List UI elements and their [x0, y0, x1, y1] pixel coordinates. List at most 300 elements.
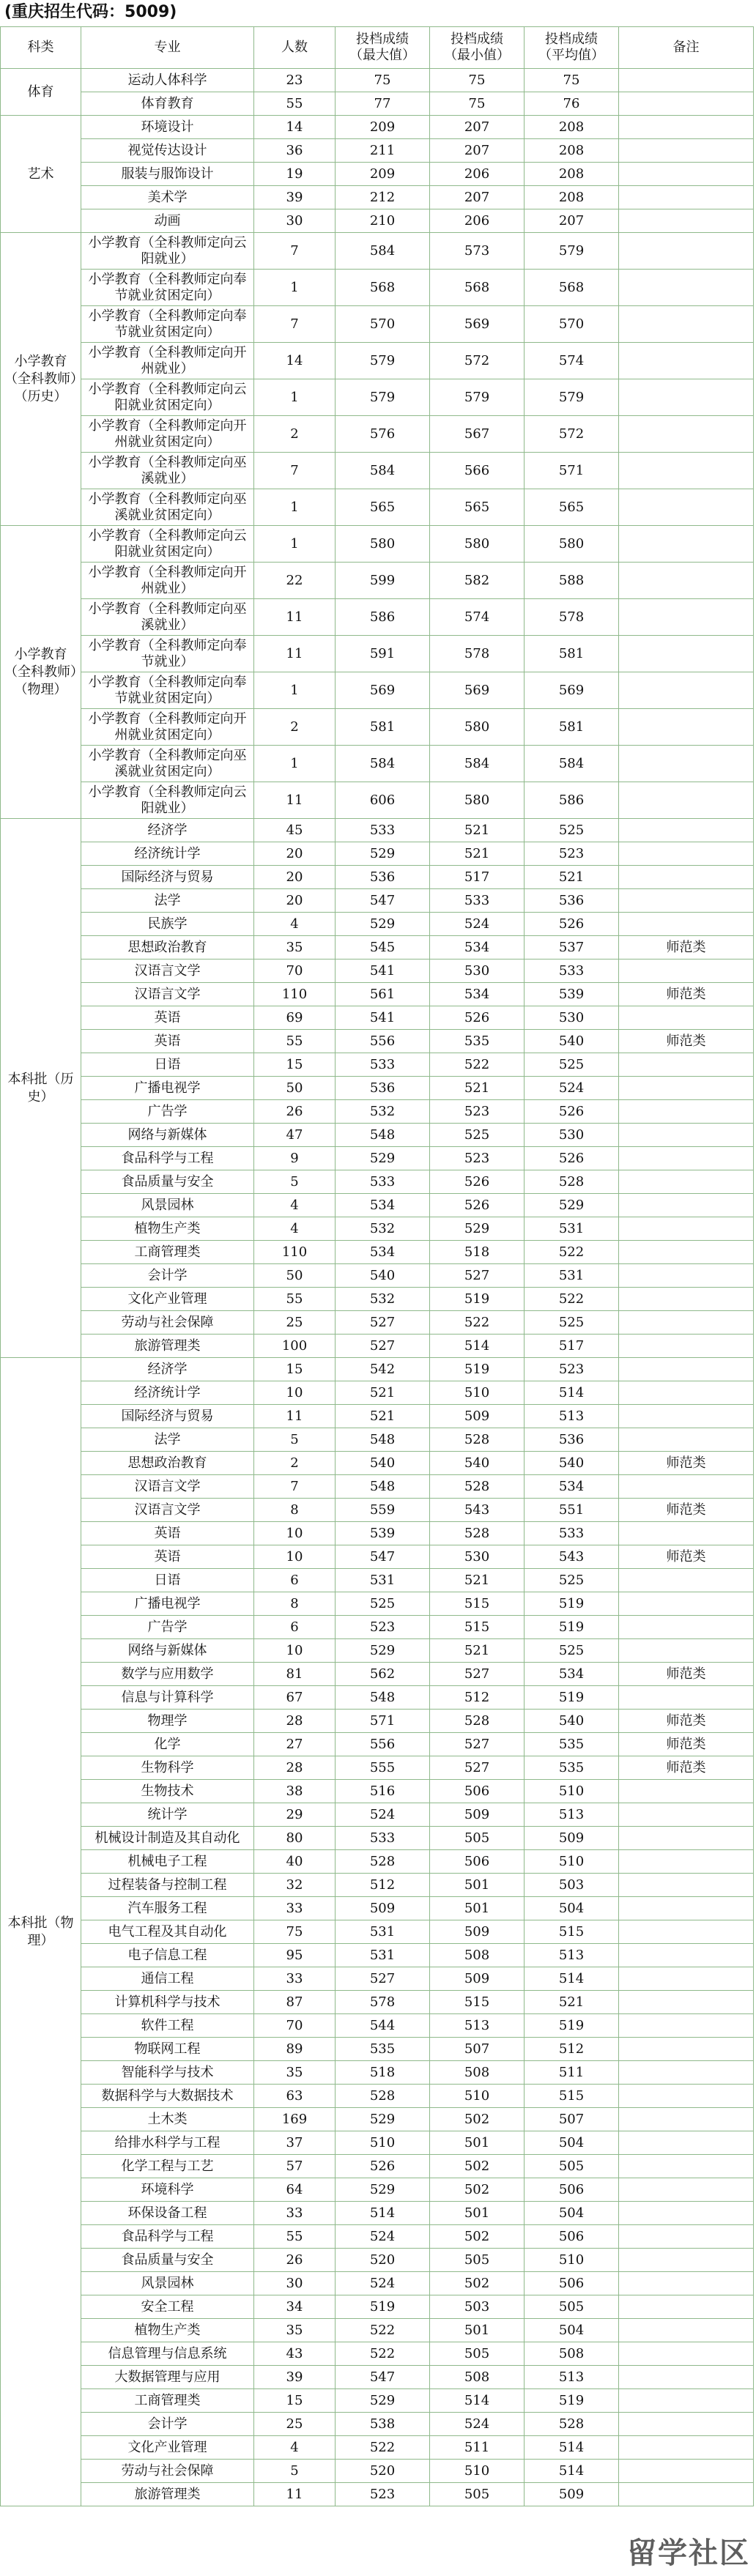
min-score-cell: 506 — [430, 1850, 525, 1874]
table-row — [1, 1827, 754, 1850]
remark-cell — [619, 1381, 754, 1405]
avg-score-cell: 509 — [525, 1827, 619, 1850]
min-score-cell: 505 — [430, 2483, 525, 2506]
min-score-cell: 527 — [430, 1733, 525, 1756]
count-cell: 32 — [254, 1874, 336, 1897]
min-score-cell: 578 — [430, 636, 525, 672]
table-row — [1, 1616, 754, 1639]
table-row — [1, 913, 754, 936]
count-cell: 50 — [254, 1077, 336, 1100]
min-score-cell: 75 — [430, 92, 525, 116]
remark-cell — [619, 379, 754, 416]
table-row — [1, 2295, 754, 2319]
min-score-cell: 512 — [430, 1686, 525, 1710]
major-cell: 会计学 — [81, 1264, 254, 1288]
min-score-cell: 580 — [430, 709, 525, 746]
count-cell: 39 — [254, 2366, 336, 2389]
max-score-cell: 538 — [336, 2413, 430, 2436]
remark-cell — [619, 343, 754, 379]
max-score-cell: 532 — [336, 1288, 430, 1311]
count-cell: 22 — [254, 563, 336, 599]
major-cell: 小学教育（全科教师定向奉节就业贫困定向） — [81, 306, 254, 343]
major-cell: 小学教育（全科教师定向奉节就业） — [81, 636, 254, 672]
count-cell: 28 — [254, 1756, 336, 1780]
max-score-cell: 522 — [336, 2436, 430, 2460]
count-cell: 70 — [254, 959, 336, 983]
major-cell: 信息与计算科学 — [81, 1686, 254, 1710]
table-row — [1, 2483, 754, 2506]
remark-cell: 师范类 — [619, 1710, 754, 1733]
table-row — [1, 233, 754, 270]
avg-score-cell: 513 — [525, 1803, 619, 1827]
major-cell: 法学 — [81, 1428, 254, 1452]
min-score-cell: 206 — [430, 163, 525, 186]
min-score-cell: 568 — [430, 270, 525, 306]
avg-score-cell: 506 — [525, 2225, 619, 2249]
min-score-cell: 579 — [430, 379, 525, 416]
major-cell: 动画 — [81, 209, 254, 233]
table-row — [1, 1897, 754, 1920]
avg-score-cell: 514 — [525, 2436, 619, 2460]
remark-cell — [619, 1358, 754, 1381]
count-cell: 14 — [254, 116, 336, 139]
min-score-cell: 526 — [430, 1006, 525, 1030]
min-score-cell: 534 — [430, 936, 525, 959]
max-score-cell: 529 — [336, 2178, 430, 2202]
remark-cell — [619, 2038, 754, 2061]
min-score-cell: 502 — [430, 2272, 525, 2295]
major-cell: 汉语言文学 — [81, 1499, 254, 1522]
table-row — [1, 1030, 754, 1053]
remark-cell — [619, 709, 754, 746]
major-cell: 经济学 — [81, 819, 254, 842]
table-row — [1, 1663, 754, 1686]
major-cell: 物联网工程 — [81, 2038, 254, 2061]
avg-score-cell: 522 — [525, 1288, 619, 1311]
major-cell: 旅游管理类 — [81, 1335, 254, 1358]
avg-score-cell: 588 — [525, 563, 619, 599]
count-cell: 33 — [254, 1897, 336, 1920]
max-score-cell: 533 — [336, 819, 430, 842]
remark-cell: 师范类 — [619, 936, 754, 959]
min-score-cell: 533 — [430, 889, 525, 913]
remark-cell — [619, 2460, 754, 2483]
count-cell: 19 — [254, 163, 336, 186]
remark-cell: 师范类 — [619, 1663, 754, 1686]
table-row — [1, 1592, 754, 1616]
remark-cell — [619, 1944, 754, 1967]
max-score-cell: 581 — [336, 709, 430, 746]
max-score-cell: 541 — [336, 959, 430, 983]
count-cell: 1 — [254, 379, 336, 416]
min-score-cell: 511 — [430, 2436, 525, 2460]
max-score-cell: 578 — [336, 1991, 430, 2014]
major-cell: 智能科学与技术 — [81, 2061, 254, 2085]
table-row — [1, 959, 754, 983]
avg-score-cell: 586 — [525, 782, 619, 819]
remark-cell — [619, 92, 754, 116]
table-row — [1, 2389, 754, 2413]
max-score-cell: 533 — [336, 1170, 430, 1194]
count-cell: 7 — [254, 306, 336, 343]
table-body — [1, 69, 754, 2506]
min-score-cell: 521 — [430, 1077, 525, 1100]
major-cell: 英语 — [81, 1030, 254, 1053]
count-cell: 35 — [254, 2319, 336, 2342]
count-cell: 89 — [254, 2038, 336, 2061]
major-cell: 小学教育（全科教师定向云阳就业贫困定向） — [81, 526, 254, 563]
remark-cell — [619, 1592, 754, 1616]
avg-score-cell: 534 — [525, 1663, 619, 1686]
table-row — [1, 563, 754, 599]
header-remark: 备注 — [619, 27, 754, 69]
table-row — [1, 139, 754, 163]
count-cell: 100 — [254, 1335, 336, 1358]
max-score-cell: 548 — [336, 1428, 430, 1452]
max-score-cell: 584 — [336, 746, 430, 782]
count-cell: 4 — [254, 2436, 336, 2460]
avg-score-cell: 531 — [525, 1217, 619, 1241]
min-score-cell: 530 — [430, 959, 525, 983]
table-row — [1, 2108, 754, 2131]
major-cell: 食品质量与安全 — [81, 2249, 254, 2272]
table-row — [1, 782, 754, 819]
avg-score-cell: 510 — [525, 1850, 619, 1874]
table-row — [1, 1803, 754, 1827]
remark-cell — [619, 1874, 754, 1897]
table-row — [1, 2131, 754, 2155]
min-score-cell: 517 — [430, 866, 525, 889]
min-score-cell: 572 — [430, 343, 525, 379]
remark-cell — [619, 209, 754, 233]
avg-score-cell: 584 — [525, 746, 619, 782]
table-row — [1, 489, 754, 526]
min-score-cell: 580 — [430, 782, 525, 819]
remark-cell — [619, 1686, 754, 1710]
avg-score-cell: 526 — [525, 1147, 619, 1170]
count-cell: 14 — [254, 343, 336, 379]
count-cell: 8 — [254, 1499, 336, 1522]
avg-score-cell: 521 — [525, 1991, 619, 2014]
min-score-cell: 528 — [430, 1428, 525, 1452]
major-cell: 电子信息工程 — [81, 1944, 254, 1967]
avg-score-cell: 525 — [525, 819, 619, 842]
avg-score-cell: 208 — [525, 186, 619, 209]
max-score-cell: 77 — [336, 92, 430, 116]
remark-cell — [619, 1780, 754, 1803]
table-row — [1, 1686, 754, 1710]
major-cell: 汉语言文学 — [81, 983, 254, 1006]
table-row — [1, 1241, 754, 1264]
count-cell: 26 — [254, 1100, 336, 1124]
table-row — [1, 453, 754, 489]
major-cell: 环境设计 — [81, 116, 254, 139]
max-score-cell: 548 — [336, 1475, 430, 1499]
remark-cell — [619, 1335, 754, 1358]
category-cell: 体育 — [1, 69, 81, 116]
min-score-cell: 525 — [430, 1124, 525, 1147]
min-score-cell: 566 — [430, 453, 525, 489]
page-title: (重庆招生代码：5009) — [4, 3, 177, 21]
avg-score-cell: 526 — [525, 913, 619, 936]
count-cell: 25 — [254, 2413, 336, 2436]
avg-score-cell: 537 — [525, 936, 619, 959]
min-score-cell: 502 — [430, 2155, 525, 2178]
count-cell: 2 — [254, 709, 336, 746]
count-cell: 5 — [254, 2460, 336, 2483]
avg-score-cell: 515 — [525, 2085, 619, 2108]
major-cell: 日语 — [81, 1053, 254, 1077]
table-row — [1, 709, 754, 746]
remark-cell — [619, 1827, 754, 1850]
major-cell: 经济统计学 — [81, 1381, 254, 1405]
count-cell: 10 — [254, 1381, 336, 1405]
category-cell: 艺术 — [1, 116, 81, 233]
remark-cell — [619, 270, 754, 306]
avg-score-cell: 505 — [525, 2295, 619, 2319]
count-cell: 27 — [254, 1733, 336, 1756]
min-score-cell: 509 — [430, 1405, 525, 1428]
remark-cell: 师范类 — [619, 1030, 754, 1053]
table-row — [1, 92, 754, 116]
remark-cell — [619, 746, 754, 782]
table-row — [1, 1874, 754, 1897]
min-score-cell: 528 — [430, 1475, 525, 1499]
count-cell: 10 — [254, 1639, 336, 1663]
min-score-cell: 515 — [430, 1616, 525, 1639]
avg-score-cell: 523 — [525, 842, 619, 866]
count-cell: 1 — [254, 489, 336, 526]
count-cell: 4 — [254, 913, 336, 936]
min-score-cell: 521 — [430, 819, 525, 842]
max-score-cell: 75 — [336, 69, 430, 92]
table-row — [1, 2272, 754, 2295]
avg-score-cell: 523 — [525, 1358, 619, 1381]
max-score-cell: 536 — [336, 866, 430, 889]
remark-cell — [619, 1217, 754, 1241]
major-cell: 广告学 — [81, 1100, 254, 1124]
count-cell: 1 — [254, 672, 336, 709]
table-row — [1, 270, 754, 306]
max-score-cell: 512 — [336, 1874, 430, 1897]
major-cell: 软件工程 — [81, 2014, 254, 2038]
max-score-cell: 524 — [336, 2272, 430, 2295]
avg-score-cell: 510 — [525, 2249, 619, 2272]
max-score-cell: 528 — [336, 1850, 430, 1874]
count-cell: 15 — [254, 1053, 336, 1077]
remark-cell — [619, 1569, 754, 1592]
avg-score-cell: 522 — [525, 1241, 619, 1264]
table-row — [1, 2249, 754, 2272]
remark-cell — [619, 2295, 754, 2319]
count-cell: 30 — [254, 2272, 336, 2295]
major-cell: 风景园林 — [81, 1194, 254, 1217]
avg-score-cell: 551 — [525, 1499, 619, 1522]
remark-cell — [619, 233, 754, 270]
remark-cell: 师范类 — [619, 1545, 754, 1569]
avg-score-cell: 75 — [525, 69, 619, 92]
count-cell: 43 — [254, 2342, 336, 2366]
table-row — [1, 1217, 754, 1241]
major-cell: 电气工程及其自动化 — [81, 1920, 254, 1944]
remark-cell — [619, 1264, 754, 1288]
avg-score-cell: 519 — [525, 1592, 619, 1616]
remark-cell — [619, 959, 754, 983]
min-score-cell: 75 — [430, 69, 525, 92]
min-score-cell: 524 — [430, 913, 525, 936]
table-row — [1, 1405, 754, 1428]
major-cell: 机械电子工程 — [81, 1850, 254, 1874]
table-row — [1, 1733, 754, 1756]
remark-cell — [619, 1077, 754, 1100]
avg-score-cell: 519 — [525, 2014, 619, 2038]
min-score-cell: 207 — [430, 116, 525, 139]
min-score-cell: 543 — [430, 1499, 525, 1522]
remark-cell — [619, 866, 754, 889]
count-cell: 9 — [254, 1147, 336, 1170]
count-cell: 15 — [254, 1358, 336, 1381]
min-score-cell: 573 — [430, 233, 525, 270]
count-cell: 10 — [254, 1522, 336, 1545]
count-cell: 20 — [254, 889, 336, 913]
min-score-cell: 501 — [430, 1897, 525, 1920]
count-cell: 63 — [254, 2085, 336, 2108]
avg-score-cell: 208 — [525, 116, 619, 139]
min-score-cell: 509 — [430, 1967, 525, 1991]
max-score-cell: 584 — [336, 453, 430, 489]
count-cell: 28 — [254, 1710, 336, 1733]
min-score-cell: 501 — [430, 2131, 525, 2155]
avg-score-cell: 513 — [525, 1944, 619, 1967]
major-cell: 汉语言文学 — [81, 959, 254, 983]
major-cell: 会计学 — [81, 2413, 254, 2436]
count-cell: 7 — [254, 453, 336, 489]
avg-score-cell: 514 — [525, 1381, 619, 1405]
remark-cell — [619, 2272, 754, 2295]
table-row — [1, 379, 754, 416]
count-cell: 6 — [254, 1569, 336, 1592]
table-row — [1, 936, 754, 959]
max-score-cell: 527 — [336, 1311, 430, 1335]
min-score-cell: 582 — [430, 563, 525, 599]
min-score-cell: 567 — [430, 416, 525, 453]
max-score-cell: 545 — [336, 936, 430, 959]
remark-cell — [619, 2155, 754, 2178]
max-score-cell: 529 — [336, 2389, 430, 2413]
remark-cell — [619, 2131, 754, 2155]
major-cell: 劳动与社会保障 — [81, 1311, 254, 1335]
max-score-cell: 548 — [336, 1686, 430, 1710]
major-cell: 小学教育（全科教师定向开州就业贫困定向） — [81, 709, 254, 746]
table-row — [1, 2061, 754, 2085]
remark-cell — [619, 2366, 754, 2389]
max-score-cell: 524 — [336, 2225, 430, 2249]
max-score-cell: 535 — [336, 2038, 430, 2061]
remark-cell — [619, 416, 754, 453]
count-cell: 80 — [254, 1827, 336, 1850]
count-cell: 23 — [254, 69, 336, 92]
avg-score-cell: 578 — [525, 599, 619, 636]
remark-cell — [619, 1616, 754, 1639]
table-row — [1, 1077, 754, 1100]
table-row — [1, 1124, 754, 1147]
max-score-cell: 212 — [336, 186, 430, 209]
table-row — [1, 746, 754, 782]
avg-score-cell: 534 — [525, 1475, 619, 1499]
max-score-cell: 571 — [336, 1710, 430, 1733]
count-cell: 95 — [254, 1944, 336, 1967]
avg-score-cell: 507 — [525, 2108, 619, 2131]
max-score-cell: 561 — [336, 983, 430, 1006]
remark-cell — [619, 2249, 754, 2272]
major-cell: 法学 — [81, 889, 254, 913]
table-row — [1, 1991, 754, 2014]
count-cell: 70 — [254, 2014, 336, 2038]
major-cell: 广播电视学 — [81, 1592, 254, 1616]
max-score-cell: 529 — [336, 2108, 430, 2131]
remark-cell: 师范类 — [619, 1452, 754, 1475]
avg-score-cell: 569 — [525, 672, 619, 709]
count-cell: 11 — [254, 2483, 336, 2506]
avg-score-cell: 515 — [525, 1920, 619, 1944]
min-score-cell: 508 — [430, 2061, 525, 2085]
max-score-cell: 569 — [336, 672, 430, 709]
avg-score-cell: 521 — [525, 866, 619, 889]
table-row — [1, 842, 754, 866]
count-cell: 11 — [254, 636, 336, 672]
max-score-cell: 547 — [336, 2366, 430, 2389]
table-row — [1, 1428, 754, 1452]
avg-score-cell: 530 — [525, 1124, 619, 1147]
count-cell: 87 — [254, 1991, 336, 2014]
major-cell: 风景园林 — [81, 2272, 254, 2295]
avg-score-cell: 525 — [525, 1569, 619, 1592]
max-score-cell: 555 — [336, 1756, 430, 1780]
min-score-cell: 530 — [430, 1545, 525, 1569]
remark-cell: 师范类 — [619, 1756, 754, 1780]
count-cell: 67 — [254, 1686, 336, 1710]
table-row — [1, 866, 754, 889]
remark-cell — [619, 1100, 754, 1124]
category-cell: 小学教育（全科教师）（物理） — [1, 526, 81, 819]
major-cell: 广告学 — [81, 1616, 254, 1639]
max-score-cell: 529 — [336, 842, 430, 866]
avg-score-cell: 505 — [525, 2155, 619, 2178]
max-score-cell: 539 — [336, 1522, 430, 1545]
max-score-cell: 210 — [336, 209, 430, 233]
count-cell: 4 — [254, 1217, 336, 1241]
table-row — [1, 1147, 754, 1170]
max-score-cell: 547 — [336, 1545, 430, 1569]
avg-score-cell: 525 — [525, 1311, 619, 1335]
table-row — [1, 636, 754, 672]
max-score-cell: 518 — [336, 2061, 430, 2085]
header-avg-score: 投档成绩 （平均值） — [525, 27, 619, 69]
remark-cell — [619, 2014, 754, 2038]
table-row — [1, 2178, 754, 2202]
major-cell: 视觉传达设计 — [81, 139, 254, 163]
min-score-cell: 207 — [430, 139, 525, 163]
remark-cell — [619, 782, 754, 819]
remark-cell — [619, 526, 754, 563]
table-row — [1, 1499, 754, 1522]
remark-cell — [619, 819, 754, 842]
min-score-cell: 513 — [430, 2014, 525, 2038]
count-cell: 37 — [254, 2131, 336, 2155]
major-cell: 生物科学 — [81, 1756, 254, 1780]
avg-score-cell: 514 — [525, 1967, 619, 1991]
min-score-cell: 502 — [430, 2178, 525, 2202]
